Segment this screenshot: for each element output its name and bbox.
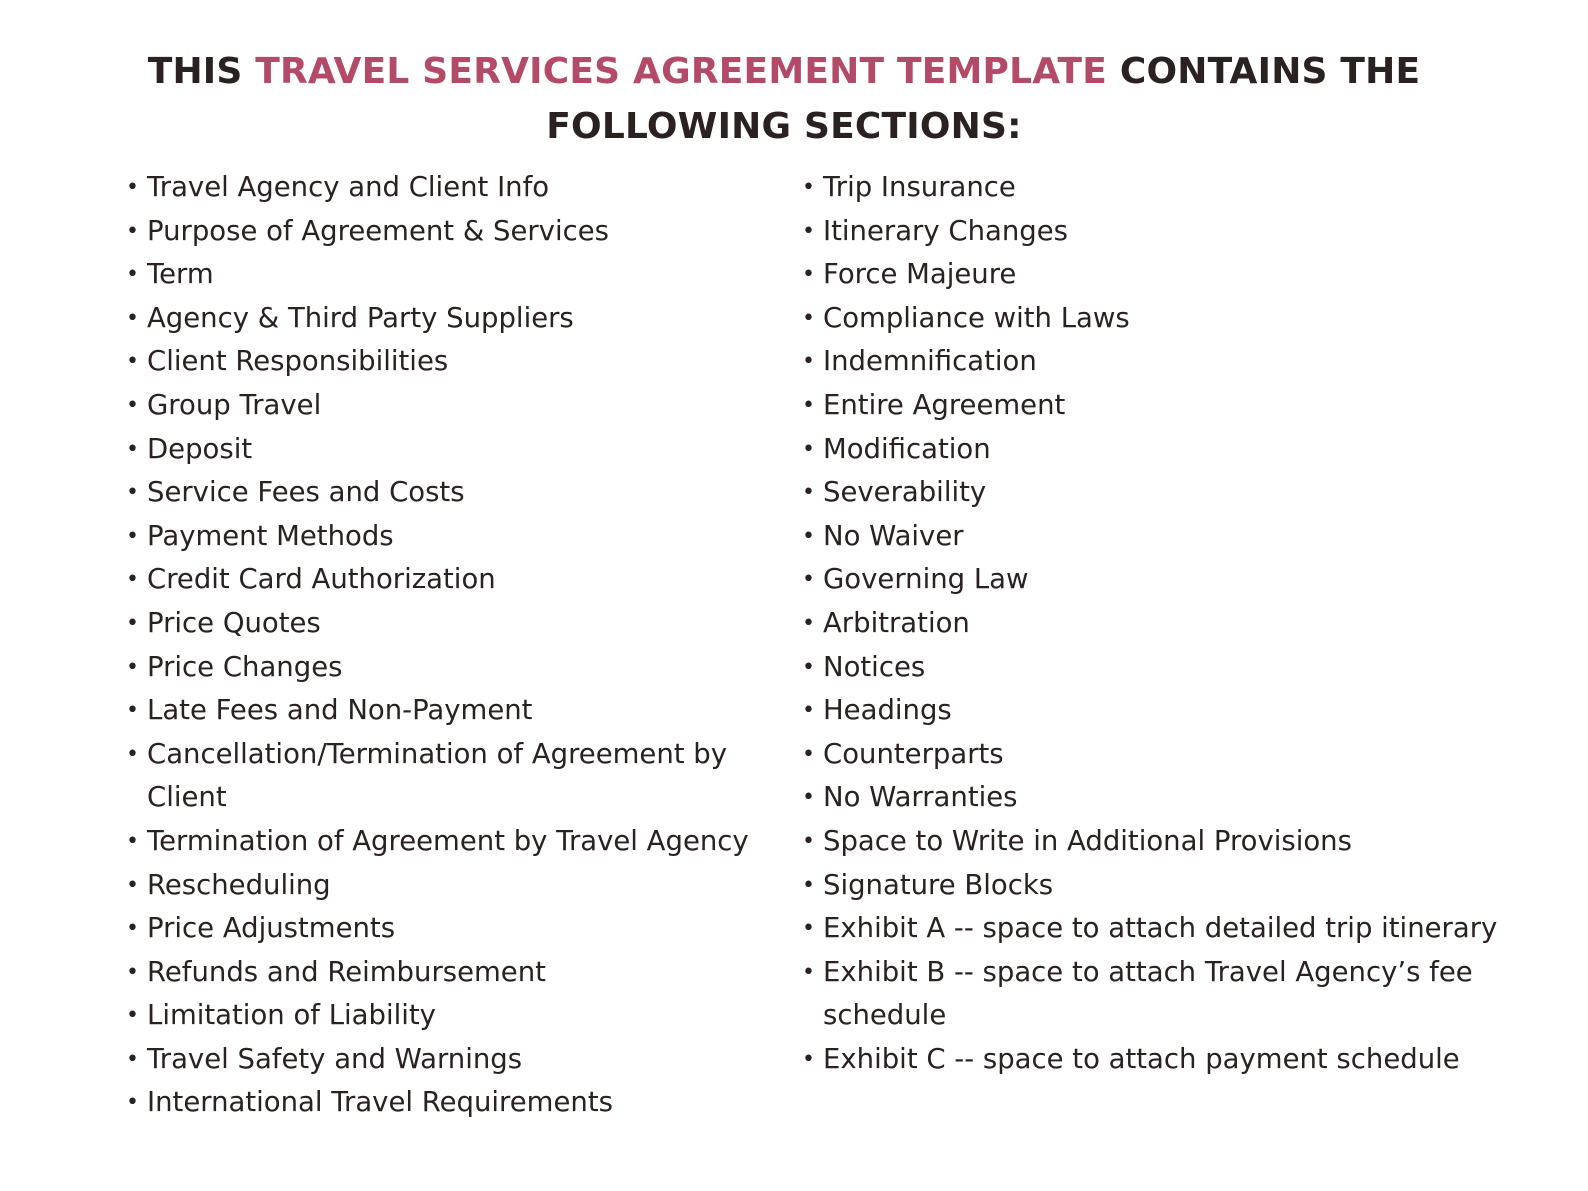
heading-prefix: THIS bbox=[147, 51, 256, 92]
section-item: • Force Majeure bbox=[802, 253, 1567, 297]
section-item: • Exhibit A -- space to attach detailed trip itinerary bbox=[802, 907, 1567, 951]
section-item: • No Waiver bbox=[802, 515, 1567, 559]
sections-list-left bbox=[126, 166, 816, 1125]
heading-line-2: FOLLOWING SECTIONS: bbox=[546, 106, 1022, 147]
section-item: • Agency & Third Party Suppliers bbox=[126, 297, 816, 341]
section-item: • Exhibit C -- space to attach payment schedule bbox=[802, 1038, 1567, 1082]
section-item: • Exhibit B -- space to attach Travel Agency’s fee schedule bbox=[802, 951, 1523, 1038]
section-item: • Signature Blocks bbox=[802, 864, 1567, 908]
section-item: • Limitation of Liability bbox=[126, 994, 816, 1038]
section-item: • Payment Methods bbox=[126, 515, 816, 559]
section-item: • Deposit bbox=[126, 428, 816, 472]
section-item: • No Warranties bbox=[802, 776, 1567, 820]
section-item: • Price Quotes bbox=[126, 602, 816, 646]
section-item: • Severability bbox=[802, 471, 1567, 515]
section-item: • International Travel Requirements bbox=[126, 1081, 816, 1125]
section-item: • Headings bbox=[802, 689, 1567, 733]
section-item: • Itinerary Changes bbox=[802, 210, 1567, 254]
section-item: • Entire Agreement bbox=[802, 384, 1567, 428]
section-item: • Trip Insurance bbox=[802, 166, 1567, 210]
section-item: • Refunds and Reimbursement bbox=[126, 951, 816, 995]
section-item: • Travel Agency and Client Info bbox=[126, 166, 816, 210]
section-item: • Indemnification bbox=[802, 340, 1567, 384]
section-item: • Counterparts bbox=[802, 733, 1567, 777]
section-item: • Rescheduling bbox=[126, 864, 816, 908]
section-item: • Price Adjustments bbox=[126, 907, 816, 951]
section-item: • Price Changes bbox=[126, 646, 816, 690]
section-item: • Arbitration bbox=[802, 602, 1567, 646]
section-item: • Termination of Agreement by Travel Agency bbox=[126, 820, 816, 864]
section-item: • Group Travel bbox=[126, 384, 816, 428]
section-item: • Service Fees and Costs bbox=[126, 471, 816, 515]
section-item: • Compliance with Laws bbox=[802, 297, 1567, 341]
heading-suffix: CONTAINS THE bbox=[1107, 51, 1421, 92]
sections-list-right bbox=[802, 166, 1567, 1081]
section-item: • Client Responsibilities bbox=[126, 340, 816, 384]
section-item: • Governing Law bbox=[802, 558, 1567, 602]
section-item: • Purpose of Agreement & Services bbox=[126, 210, 816, 254]
section-item: • Space to Write in Additional Provisions bbox=[802, 820, 1567, 864]
section-item: • Travel Safety and Warnings bbox=[126, 1038, 816, 1082]
section-item: • Credit Card Authorization bbox=[126, 558, 816, 602]
section-item: • Modification bbox=[802, 428, 1567, 472]
page-heading bbox=[100, 44, 1468, 154]
section-item: • Late Fees and Non-Payment bbox=[126, 689, 816, 733]
section-item: • Notices bbox=[802, 646, 1567, 690]
heading-highlight: TRAVEL SERVICES AGREEMENT TEMPLATE bbox=[255, 51, 1108, 92]
section-item: • Term bbox=[126, 253, 816, 297]
section-item: • Cancellation/Termination of Agreement by Client bbox=[126, 733, 767, 820]
